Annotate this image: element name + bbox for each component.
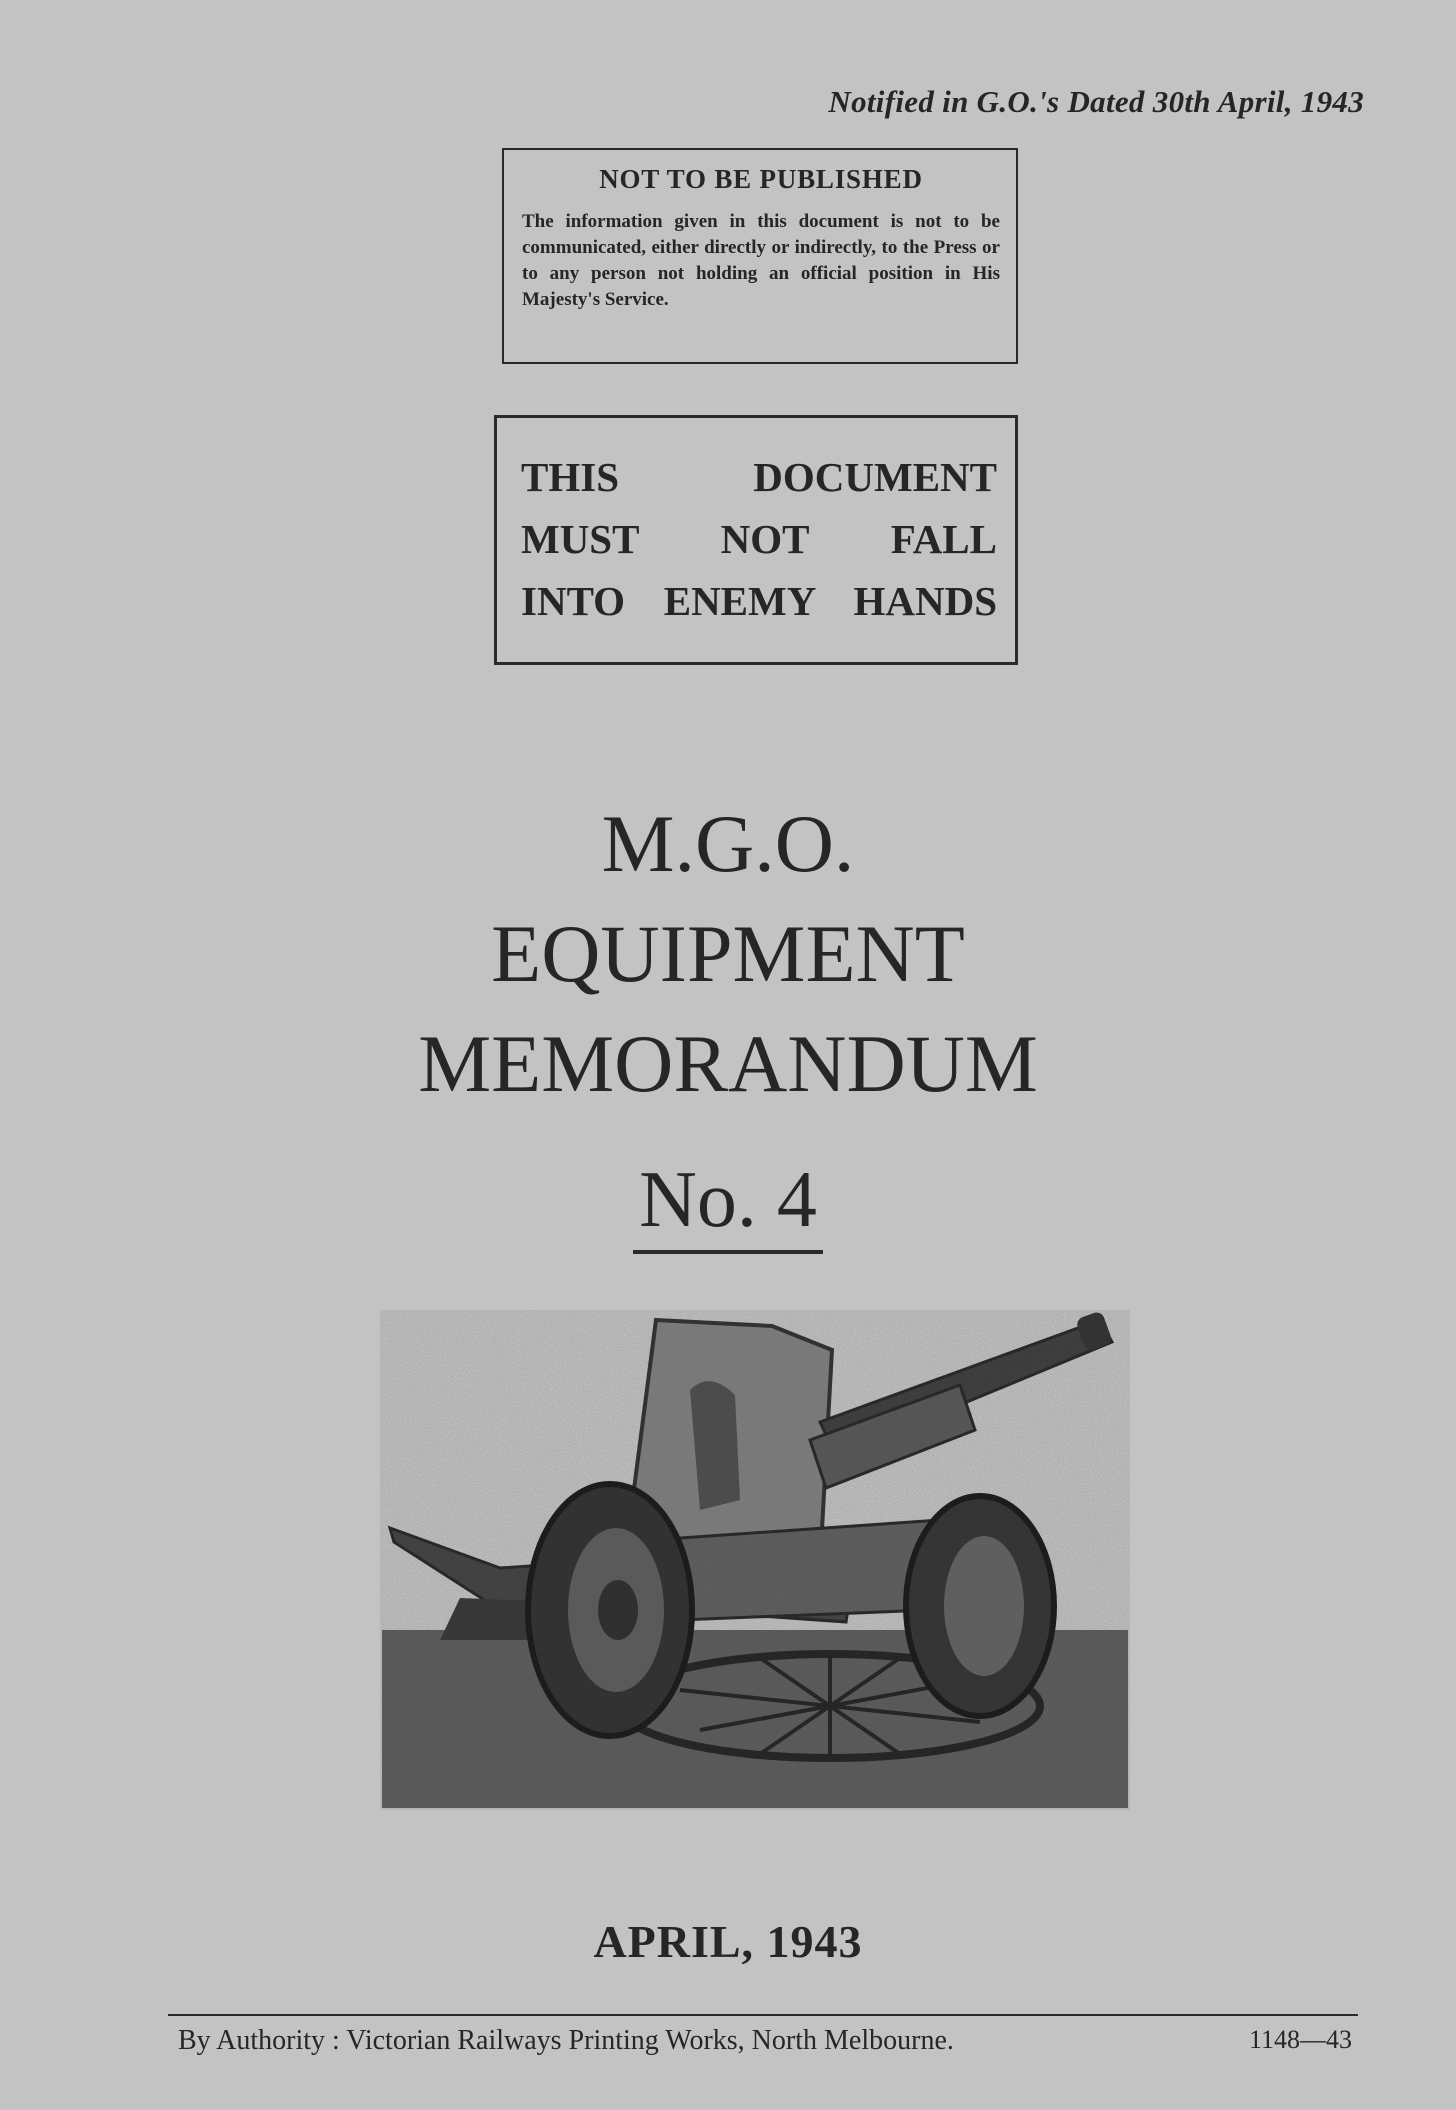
memorandum-number (0, 1150, 1456, 1254)
not-to-be-published-box (502, 148, 1018, 364)
memorandum-number-text: No. 4 (633, 1150, 823, 1254)
title-equipment: EQUIPMENT (491, 908, 965, 999)
warning-line-2: MUST NOT FALL (521, 516, 997, 562)
title-mgo: M.G.O. (601, 798, 855, 889)
notified-line: Notified in G.O.'s Dated 30th April, 1943 (828, 84, 1364, 119)
footer-rule (168, 2014, 1358, 2016)
title-memorandum: MEMORANDUM (418, 1018, 1038, 1109)
publication-date: APRIL, 1943 (593, 1916, 863, 1967)
printer-authority: By Authority : Victorian Railways Printing Works, North Melbourne. (178, 2025, 954, 2056)
not-to-be-published-heading: NOT TO BE PUBLISHED (599, 164, 923, 194)
field-gun-photo (380, 1310, 1130, 1810)
not-to-be-published-text: The information given in this document is not to be communicated, either directly or indirectly, to the Press or to any person not holding an official position in His Majesty's Service. (522, 211, 1000, 310)
enemy-hands-warning-box (494, 415, 1018, 665)
warning-line-3: INTO ENEMY HANDS (521, 578, 997, 624)
print-code: 1148—43 (1248, 2025, 1352, 2054)
warning-line-1: THIS DOCUMENT (521, 454, 997, 500)
